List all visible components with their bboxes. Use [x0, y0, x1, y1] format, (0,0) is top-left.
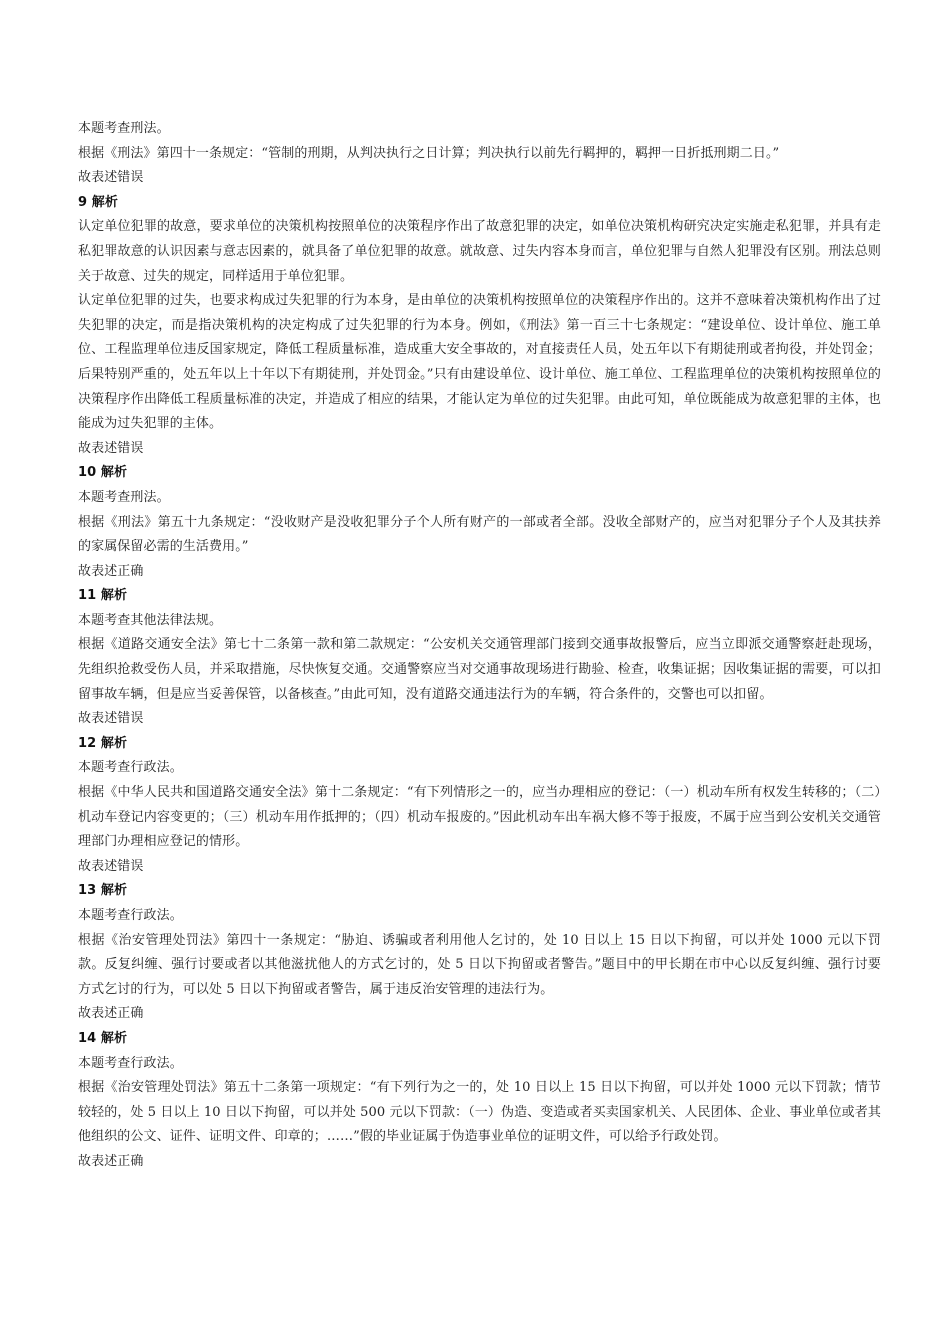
- verdict-line: 故表述错误: [78, 170, 144, 186]
- section-heading: 14 解析: [78, 1030, 128, 1046]
- text-line: 本题考查行政法。: [78, 760, 183, 776]
- section-heading: 9 解析: [78, 194, 118, 210]
- section-heading: 11 解析: [78, 588, 128, 604]
- paragraph: 根据《刑法》第五十九条规定：“没收财产是没收犯罪分子个人所有财产的一部或者全部。没收全部财产的，应当对犯罪分子个人及其扶养的家属保留必需的生活费用。”: [78, 514, 881, 555]
- verdict-line: 故表述错误: [78, 858, 144, 874]
- verdict-line: 故表述正确: [78, 1006, 144, 1022]
- section-heading: 10 解析: [78, 465, 128, 481]
- text-line: 根据《刑法》第四十一条规定：“管制的刑期，从判决执行之日计算；判决执行以前先行羁押的，羁押一日折抵刑期二日。”: [78, 145, 780, 161]
- text-line: 本题考查行政法。: [78, 908, 183, 923]
- text-line: 本题考查行政法。: [78, 1055, 183, 1071]
- verdict-line: 故表述正确: [78, 1153, 144, 1169]
- paragraph: 认定单位犯罪的过失，也要求构成过失犯罪的行为本身，是由单位的决策机构按照单位的决策程序作出的。这并不意味着决策机构作出了过失犯罪的决定，而是指决策机构的决定构成了过失犯罪的行为本身。例如，《刑法》第一百三十七条规定：“建设单位、设计单位、施工单位、工程监理单位违反国家规定，降低工程质量标准，造成重大安全事故的，对直接责任人员，处五年以下有期徒刑或者拘役，并处罚金；后果特别严重的，处五年以上十年以下有期徒刑，并处罚金。”只有由建设单位、设计单位、施工单位、工程监理单位的决策机构按照单位的决策程序作出降低工程质量标准的决定，并造成了相应的结果，才能认定为单位的过失犯罪。由此可知，单位既能成为故意犯罪的主体，也能成为过失犯罪的主体。: [78, 293, 881, 432]
- paragraph: 根据《治安管理处罚法》第四十一条规定：“胁迫、诱骗或者利用他人乞讨的，处 10 日以上 15 日以下拘留，可以并处 1000 元以下罚款。反复纠缠、强行讨要或者以其他滋扰他人的方式乞讨的，处 5 日以下拘留或者警告。”题目中的甲长期在市中心以反复纠缠、强行讨要方式乞讨的行为，可以处 5 日以下拘留或者警告，属于违反治安管理的违法行为。: [78, 932, 881, 997]
- section-heading: 13 解析: [78, 883, 128, 899]
- verdict-line: 故表述正确: [78, 563, 144, 579]
- text-line: 本题考查其他法律法规。: [78, 612, 223, 628]
- paragraph: 根据《道路交通安全法》第七十二条第一款和第二款规定：“公安机关交通管理部门接到交通事故报警后，应当立即派交通警察赶赴现场，先组织抢救受伤人员，并采取措施，尽快恢复交通。交通警察应当对交通事故现场进行勘验、检查，收集证据；因收集证据的需要，可以扣留事故车辆，但是应当妥善保管，以备核查。”由此可知，没有道路交通违法行为的车辆，符合条件的，交警也可以扣留。: [78, 637, 881, 702]
- verdict-line: 故表述错误: [78, 440, 144, 456]
- verdict-line: 故表述错误: [78, 711, 144, 727]
- section-heading: 12 解析: [78, 735, 128, 751]
- text-line: 本题考查刑法。: [78, 489, 170, 505]
- paragraph: 根据《中华人民共和国道路交通安全法》第十二条规定：“有下列情形之一的，应当办理相应的登记：（一）机动车所有权发生转移的；（二）机动车登记内容变更的；（三）机动车用作抵押的；（四）机动车报废的。”因此机动车出车祸大修不等于报废，不属于应当到公安机关交通管理部门办理相应登记的情形。: [78, 785, 881, 850]
- paragraph: 根据《治安管理处罚法》第五十二条第一项规定：“有下列行为之一的，处 10 日以上 15 日以下拘留，可以并处 1000 元以下罚款；情节较轻的，处 5 日以上 10 日以下拘留，可以并处 500 元以下罚款：（一）伪造、变造或者买卖国家机关、人民团体、企业、事业单位或者其他组织的公文、证件、证明文件、印章的；……”假的毕业证属于伪造事业单位的证明文件，可以给予行政处罚。: [78, 1080, 881, 1145]
- text-line: 本题考查刑法。: [78, 121, 170, 136]
- paragraph: 认定单位犯罪的故意，要求单位的决策机构按照单位的决策程序作出了故意犯罪的决定，如单位决策机构研究决定实施走私犯罪，并具有走私犯罪故意的认识因素与意志因素的，就具备了单位犯罪的故意。就故意、过失内容本身而言，单位犯罪与自然人犯罪没有区别。刑法总则关于故意、过失的规定，同样适用于单位犯罪。: [78, 219, 881, 284]
